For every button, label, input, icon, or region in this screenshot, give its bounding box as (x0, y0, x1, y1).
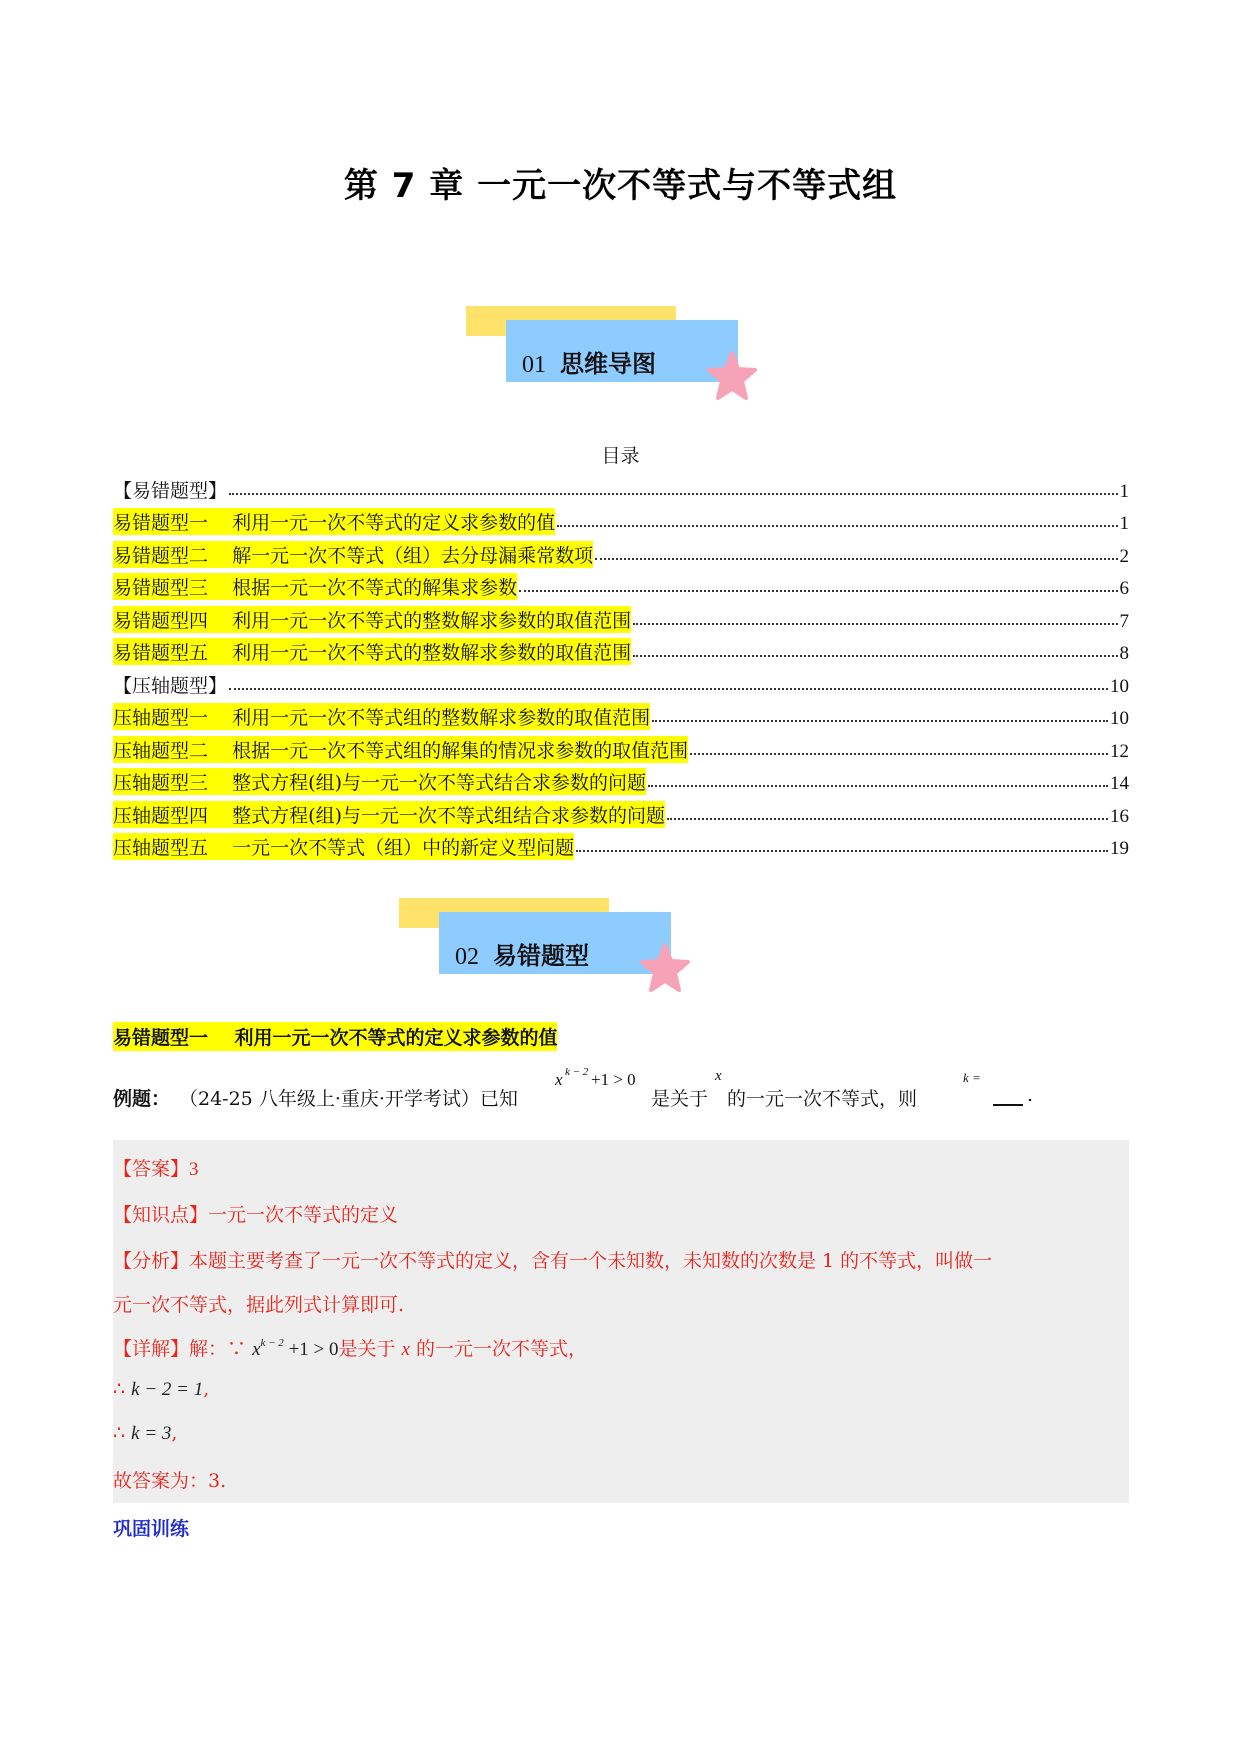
star-icon (706, 350, 758, 402)
detail-end: 的一元一次不等式， (409, 1338, 588, 1360)
document-title: 第 7 章 一元一次不等式与不等式组 (343, 166, 898, 206)
toc-entry-page: 2 (1119, 545, 1129, 567)
therefore-symbol: ∴ (113, 1378, 132, 1400)
toc-entry[interactable] (113, 470, 1129, 503)
toc-entry-page: 1 (1119, 513, 1129, 534)
toc-dot-leader (519, 590, 1117, 592)
example-mid: 是关于 (651, 1088, 709, 1110)
toc-entry-label: 压轴题型二 根据一元一次不等式组的解集的情况求参数的取值范围 (113, 736, 688, 763)
toc-entry-page: 12 (1110, 740, 1129, 762)
toc-dot-leader (648, 785, 1108, 787)
toc-entry[interactable] (113, 600, 1129, 633)
banner-number: 02 (455, 944, 479, 970)
banner-label (455, 936, 589, 971)
step-2 (113, 1422, 177, 1445)
toc-entry[interactable] (113, 633, 1129, 666)
example-expr-rest: +1 > 0 (591, 1070, 636, 1089)
example-ask: k = (963, 1070, 981, 1085)
step-1-end: , (203, 1378, 210, 1400)
toc-entry-label: 易错题型五 利用一元一次不等式的整数解求参数的取值范围 (113, 638, 631, 665)
consolidate-heading: 巩固训练 (113, 1518, 190, 1540)
toc-entry[interactable] (113, 503, 1129, 536)
star-icon (639, 942, 691, 994)
therefore-symbol: ∴ (113, 1422, 132, 1444)
toc-dot-leader (229, 493, 1117, 495)
answer-tag: 【答案】 (113, 1158, 190, 1180)
toc-dot-leader (690, 753, 1108, 755)
detail-tag: 【详解】 (113, 1338, 190, 1360)
knowledge-tag: 【知识点】 (113, 1204, 209, 1226)
detail-rest: +1 > 0 (283, 1339, 339, 1360)
example-expr-base: x (555, 1070, 563, 1089)
detail-prefix: 解：∵ (189, 1338, 253, 1360)
toc-entry-page: 10 (1110, 675, 1129, 697)
toc-entry-label: 压轴题型五 一元一次不等式（组）中的新定义型问题 (113, 833, 574, 860)
detail-x: x (252, 1339, 261, 1360)
conclusion: 故答案为：3. (113, 1470, 227, 1492)
toc-entry-page: 8 (1119, 643, 1129, 664)
toc-dot-leader (595, 558, 1117, 560)
detail-line (113, 1334, 587, 1361)
toc-entry[interactable] (113, 763, 1129, 796)
toc-entry-label: 易错题型四 利用一元一次不等式的整数解求参数的取值范围 (113, 606, 631, 633)
banner-text: 易错题型 (493, 942, 589, 970)
section-banner-mindmap (466, 306, 766, 406)
toc-entry-label: 压轴题型四 整式方程(组)与一元一次不等式组结合求参数的问题 (113, 801, 665, 828)
table-of-contents (113, 470, 1129, 860)
toc-entry-label: 压轴题型一 利用一元一次不等式组的整数解求参数的取值范围 (113, 703, 650, 730)
example-tail: 的一元一次不等式，则 (727, 1088, 918, 1110)
banner-text: 思维导图 (560, 350, 656, 378)
toc-entry-page: 14 (1110, 773, 1129, 794)
example-end: . (1027, 1084, 1034, 1106)
toc-entry-label: 压轴题型三 整式方程(组)与一元一次不等式结合求参数的问题 (113, 768, 646, 795)
toc-dot-leader (633, 655, 1117, 657)
detail-var: x (401, 1339, 410, 1360)
toc-entry-page: 1 (1119, 480, 1129, 502)
knowledge-value: 一元一次不等式的定义 (208, 1204, 399, 1226)
example-source: （24-25 八年级上·重庆·开学考试）已知 (179, 1088, 518, 1110)
analysis-text: 本题主要考查了一元一次不等式的定义，含有一个未知数，未知数的次数是 1 的不等式，叫做一 (189, 1250, 993, 1272)
analysis-tag: 【分析】 (113, 1250, 190, 1272)
toc-entry[interactable] (113, 828, 1129, 861)
toc-entry-page: 10 (1110, 708, 1129, 729)
toc-dot-leader (576, 850, 1108, 852)
toc-dot-leader (557, 525, 1117, 527)
example-label: 例题： (113, 1088, 171, 1110)
analysis-line-2: 元一次不等式，据此列式计算即可. (113, 1294, 405, 1316)
example-question (113, 1066, 1129, 1126)
step-2-expr: k = 3 (131, 1423, 172, 1444)
toc-dot-leader (633, 623, 1117, 625)
toc-entry-page: 7 (1119, 610, 1129, 632)
toc-entry[interactable] (113, 665, 1129, 698)
toc-entry[interactable] (113, 535, 1129, 568)
knowledge-line (113, 1200, 398, 1227)
answer-line (113, 1154, 199, 1181)
toc-dot-leader (667, 818, 1108, 820)
toc-entry-page: 16 (1110, 805, 1129, 827)
section-heading: 易错题型一 利用一元一次不等式的定义求参数的值 (113, 1022, 557, 1051)
step-1-expr: k − 2 = 1 (131, 1379, 204, 1400)
example-expr-exponent: k − 2 (565, 1066, 589, 1078)
toc-entry[interactable] (113, 795, 1129, 828)
toc-entry[interactable] (113, 568, 1129, 601)
section-banner-errors (399, 898, 699, 998)
detail-tail: 是关于 (338, 1338, 402, 1360)
toc-entry-label: 易错题型三 根据一元一次不等式的解集求参数 (113, 573, 517, 600)
toc-entry-page: 19 (1110, 838, 1129, 859)
banner-label (522, 344, 656, 379)
example-var: x (715, 1068, 722, 1084)
toc-entry-label: 【压轴题型】 (113, 674, 228, 697)
answer-blank (993, 1104, 1023, 1106)
answer-panel (113, 1140, 1129, 1503)
analysis-line (113, 1246, 992, 1273)
toc-entry[interactable] (113, 730, 1129, 763)
step-1 (113, 1378, 209, 1401)
toc-entry-label: 易错题型二 解一元一次不等式（组）去分母漏乘常数项 (113, 541, 593, 568)
toc-entry-label: 【易错题型】 (113, 479, 228, 502)
toc-heading: 目录 (601, 445, 640, 467)
toc-entry-page: 6 (1119, 578, 1129, 599)
toc-entry-label: 易错题型一 利用一元一次不等式的定义求参数的值 (113, 508, 555, 535)
toc-entry[interactable] (113, 698, 1129, 731)
detail-exponent: k − 2 (260, 1337, 284, 1349)
banner-number: 01 (522, 352, 546, 378)
toc-dot-leader (229, 688, 1108, 690)
toc-dot-leader (652, 720, 1108, 722)
step-2-end: , (171, 1422, 178, 1444)
answer-value: 3 (189, 1159, 199, 1180)
